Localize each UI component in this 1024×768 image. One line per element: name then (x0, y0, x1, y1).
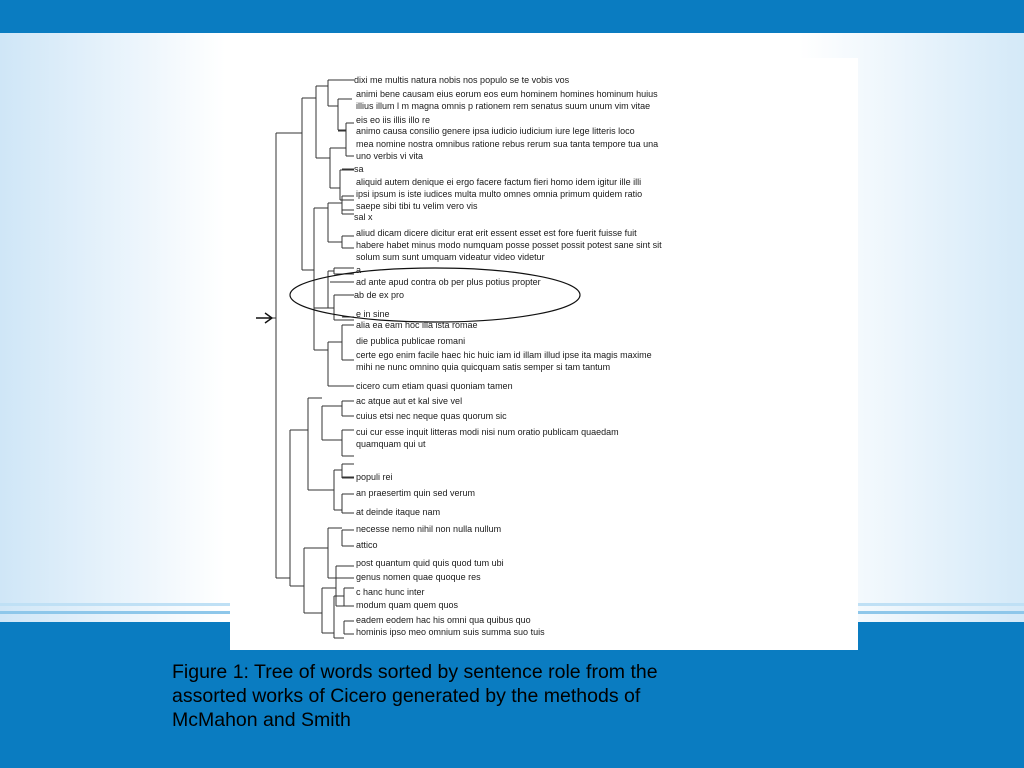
tree-leaf-label: an praesertim quin sed verum (356, 488, 476, 498)
tree-leaf-label: sa (354, 164, 364, 174)
tree-leaf-label: ad ante apud contra ob per plus potius propter (356, 277, 541, 287)
tree-leaf-label: sal x (354, 212, 373, 222)
tree-leaf-label: mihi ne nunc omnino quia quicquam satis semper si tam tantum (356, 362, 611, 372)
arrow-icon (256, 313, 272, 323)
tree-leaf-label: die publica publicae romani (356, 336, 466, 346)
tree-leaf-label: e in sine (356, 309, 390, 319)
tree-leaf-label: hominis ipso meo omnium suis summa suo tuis (356, 627, 545, 637)
dendrogram (230, 58, 858, 650)
tree-leaf-label: at deinde itaque nam (356, 507, 441, 517)
tree-leaf-label: dixi me multis natura nobis nos populo se te vobis vos (354, 75, 570, 85)
tree-leaf-label: saepe sibi tibi tu velim vero vis (356, 201, 478, 211)
tree-leaf-label: cui cur esse inquit litteras modi nisi num oratio publicam quaedam (356, 427, 619, 437)
tree-leaf-label: genus nomen quae quoque res (356, 572, 481, 582)
tree-leaf-label: modum quam quem quos (356, 600, 459, 610)
tree-leaf-label: ab de ex pro (354, 290, 405, 300)
tree-leaf-label: ipsi ipsum is iste iudices multa multo omnes omnia primum quidem ratio (356, 189, 643, 199)
tree-leaf-label: ac atque aut et kal sive vel (356, 396, 463, 406)
caption-line: Figure 1: Tree of words sorted by sentence role from the (172, 661, 658, 683)
tree-leaf-label: uno verbis vi vita (356, 151, 424, 161)
tree-leaf-label: illius illum l m magna omnis p rationem rem senatus suum unum vim vitae (356, 101, 651, 111)
caption-line: assorted works of Cicero generated by the methods of (172, 685, 641, 707)
tree-leaf-label: mea nomine nostra omnibus ratione rebus rerum sua tanta tempore tua una (356, 139, 659, 149)
tree-leaf-label: animo causa consilio genere ipsa iudicio iudicium iure lege litteris loco (356, 126, 635, 136)
tree-branches (272, 80, 354, 638)
tree-leaf-label: post quantum quid quis quod tum ubi (356, 558, 504, 568)
top-banner (0, 0, 1024, 33)
tree-leaf-label: cuius etsi nec neque quas quorum sic (356, 411, 507, 421)
tree-leaf-label: aliud dicam dicere dicitur erat erit essent esset est fore fuerit fuisse fuit (356, 228, 637, 238)
tree-labels (354, 75, 662, 637)
figure-panel (230, 58, 858, 650)
tree-leaf-label: eis eo iis illis illo re (356, 115, 431, 125)
figure-caption (172, 660, 812, 732)
tree-leaf-label: solum sum sunt umquam videatur video videtur (356, 252, 545, 262)
tree-leaf-label: eadem eodem hac his omni qua quibus quo (356, 615, 531, 625)
tree-leaf-label: necesse nemo nihil non nulla nullum (356, 524, 502, 534)
tree-leaf-label: certe ego enim facile haec hic huic iam id illam illud ipse ita magis maxime (356, 350, 652, 360)
tree-leaf-label: cicero cum etiam quasi quoniam tamen (356, 381, 513, 391)
tree-leaf-label: aliquid autem denique ei ergo facere factum fieri homo idem igitur ille illi (356, 177, 642, 187)
tree-leaf-label: attico (356, 540, 378, 550)
tree-leaf-label: quamquam qui ut (356, 439, 426, 449)
tree-leaf-label: a (356, 265, 362, 275)
tree-leaf-label: c hanc hunc inter (356, 587, 425, 597)
tree-leaf-label: populi rei (356, 472, 393, 482)
tree-leaf-label: habere habet minus modo numquam posse posset possit potest sane sint sit (356, 240, 662, 250)
tree-leaf-label: animi bene causam eius eorum eos eum hominem homines hominum huius (356, 89, 658, 99)
caption-line: McMahon and Smith (172, 709, 351, 731)
tree-leaf-label: alia ea eam hoc illa ista romae (356, 320, 478, 330)
